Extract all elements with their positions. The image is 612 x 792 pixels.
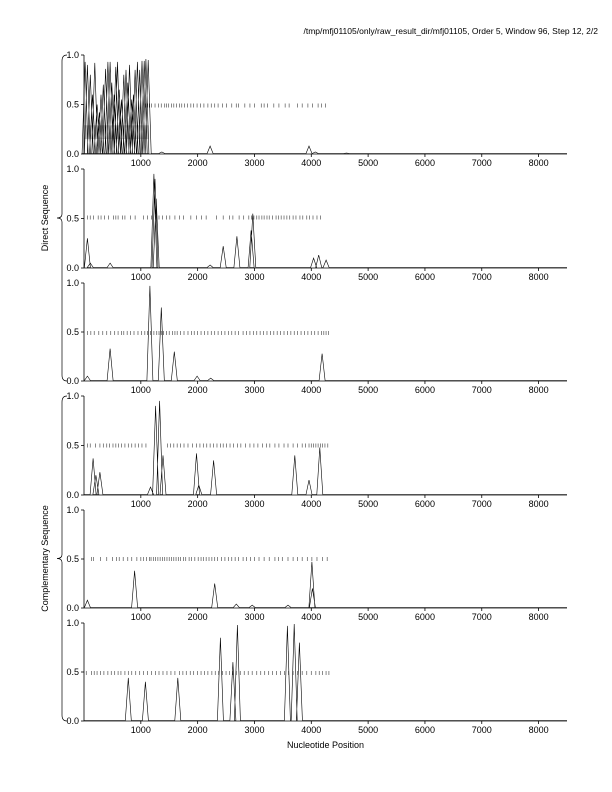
y-tick-label: 0.5 — [66, 99, 79, 110]
x-tick-label: 1000 — [130, 385, 151, 395]
x-tick-label: 3000 — [244, 158, 265, 168]
x-tick-label: 5000 — [358, 612, 379, 622]
y-tick-label: 0.5 — [66, 440, 79, 451]
coding-trace — [84, 562, 567, 608]
x-tick-label: 8000 — [528, 725, 549, 735]
y-tick-label: 1.0 — [66, 505, 79, 515]
x-tick-label: 7000 — [471, 272, 492, 282]
x-tick-label: 6000 — [414, 385, 435, 395]
y-tick-label: 0.0 — [66, 603, 79, 613]
x-tick-label: 7000 — [471, 725, 492, 735]
y-tick-label: 0.0 — [66, 490, 79, 500]
group-label: Direct Sequence — [40, 184, 50, 252]
x-tick-label: 6000 — [414, 158, 435, 168]
x-tick-label: 1000 — [130, 612, 151, 622]
x-tick-label: 5000 — [358, 725, 379, 735]
y-tick-label: 1.0 — [66, 278, 79, 288]
x-tick-label: 6000 — [414, 272, 435, 282]
x-tick-label: 2000 — [187, 272, 208, 282]
figure-header-title: /tmp/mfj01105/only/raw_result_dir/mfj01105, Order 5, Window 96, Step 12, 2/2 — [303, 26, 598, 36]
y-tick-label: 1.0 — [66, 164, 79, 174]
x-tick-label: 7000 — [471, 158, 492, 168]
x-tick-label: 5000 — [358, 158, 379, 168]
x-tick-label: 6000 — [414, 725, 435, 735]
x-tick-label: 4000 — [301, 158, 322, 168]
x-tick-label: 4000 — [301, 725, 322, 735]
x-tick-label: 4000 — [301, 612, 322, 622]
x-tick-label: 8000 — [528, 272, 549, 282]
x-tick-label: 3000 — [244, 272, 265, 282]
x-tick-label: 6000 — [414, 612, 435, 622]
x-tick-label: 1000 — [130, 725, 151, 735]
y-tick-label: 0.0 — [66, 376, 79, 386]
x-tick-label: 8000 — [528, 499, 549, 509]
x-tick-label: 2000 — [187, 499, 208, 509]
coding-trace — [84, 401, 567, 495]
x-tick-label: 7000 — [471, 499, 492, 509]
y-tick-label: 0.5 — [66, 667, 79, 677]
x-tick-label: 3000 — [244, 725, 265, 735]
y-tick-label: 0.0 — [66, 149, 79, 159]
y-tick-label: 1.0 — [66, 391, 79, 401]
x-tick-label: 4000 — [301, 385, 322, 395]
y-tick-label: 1.0 — [66, 618, 79, 628]
x-tick-label: 3000 — [244, 385, 265, 395]
y-tick-label: 0.0 — [66, 263, 79, 273]
x-tick-label: 2000 — [187, 612, 208, 622]
x-tick-label: 1000 — [130, 499, 151, 509]
x-tick-label: 8000 — [528, 385, 549, 395]
x-tick-label: 3000 — [244, 612, 265, 622]
x-tick-label: 2000 — [187, 158, 208, 168]
x-tick-label: 5000 — [358, 499, 379, 509]
x-tick-label: 1000 — [130, 272, 151, 282]
x-tick-label: 8000 — [528, 158, 549, 168]
x-tick-label: 7000 — [471, 612, 492, 622]
y-tick-label: 1.0 — [66, 50, 79, 60]
x-axis-label: Nucleotide Position — [286, 740, 365, 750]
x-tick-label: 3000 — [244, 499, 265, 509]
x-tick-label: 7000 — [471, 385, 492, 395]
coding-trace — [84, 174, 567, 268]
x-tick-label: 4000 — [301, 499, 322, 509]
x-tick-label: 8000 — [528, 612, 549, 622]
coding-trace — [84, 624, 567, 721]
x-tick-label: 1000 — [130, 158, 151, 168]
y-tick-label: 0.5 — [66, 554, 79, 564]
y-tick-label: 0.0 — [66, 716, 79, 726]
x-tick-label: 5000 — [358, 272, 379, 282]
group-label: Complementary Sequence — [40, 505, 50, 612]
x-tick-label: 5000 — [358, 385, 379, 395]
x-tick-label: 6000 — [414, 499, 435, 509]
y-tick-label: 0.5 — [66, 327, 79, 337]
x-tick-label: 4000 — [301, 272, 322, 282]
y-tick-label: 0.5 — [66, 213, 79, 224]
x-tick-label: 2000 — [187, 725, 208, 735]
x-tick-label: 2000 — [187, 385, 208, 395]
